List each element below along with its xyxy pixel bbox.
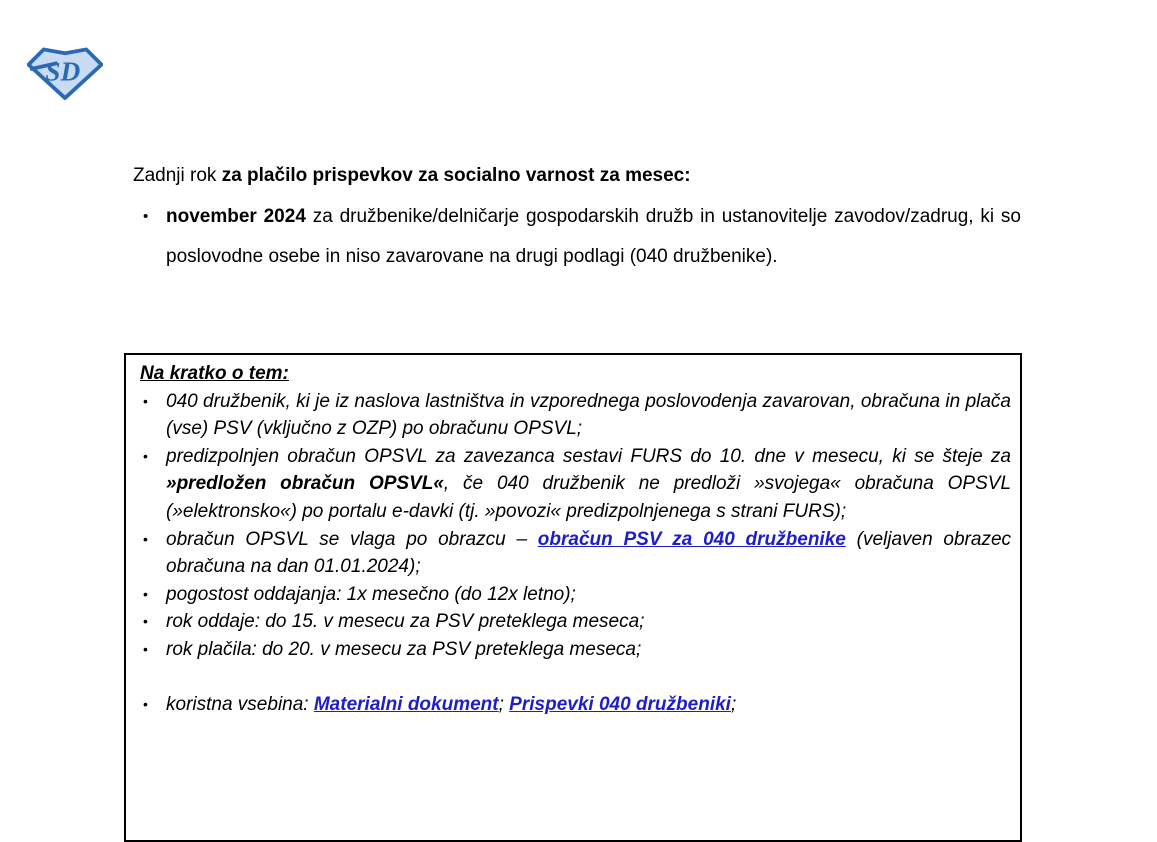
- summary-item-3-text: [166, 526, 1011, 581]
- deadline-bullet-text: [166, 197, 1021, 278]
- summary-item-4: [140, 581, 1011, 609]
- summary-item-6: [140, 636, 1011, 664]
- bullet-marker: •: [143, 207, 149, 225]
- summary-item-5-text: rok oddaje: do 15. v mesecu za PSV preteklega meseca;: [166, 611, 645, 633]
- summary-item-2-text: [166, 443, 1011, 526]
- item7-pre: koristna vsebina:: [166, 694, 314, 716]
- bullet-marker: •: [143, 392, 148, 409]
- summary-item-3: [140, 526, 1011, 581]
- summary-item-1-text: 040 družbenik, ki je iz naslova lastništva in vzporednega poslovodenja zavarovan, obračuna in plača (vse) PSV (vključno z OZP) po obračunu OPSVL;: [166, 390, 1011, 440]
- heading-bold-text: za plačilo prispevkov za socialno varnost za mesec:: [221, 165, 691, 186]
- item7-end: ;: [730, 694, 737, 716]
- deadline-description: za družbenike/delničarje gospodarskih družb in ustanovitelje zavodov/zadrug, ki so poslovodne osebe in niso zavarovane na drugi podlagi (040 družbenike).: [166, 205, 1021, 267]
- bullet-marker: •: [143, 696, 148, 713]
- sd-diamond-icon: [27, 46, 103, 100]
- summary-item-7-text: [166, 691, 1011, 719]
- summary-item-2: [140, 443, 1011, 526]
- item3-post: (veljaven obrazec obračuna na dan 01.01.2024);: [166, 528, 1012, 578]
- summary-item-6-text: rok plačila: do 20. v mesecu za PSV preteklega meseca;: [166, 638, 642, 660]
- summary-item-5: [140, 608, 1011, 636]
- deadline-heading: [133, 156, 1021, 197]
- blank-line: [140, 664, 1011, 692]
- bullet-marker: •: [143, 613, 148, 630]
- item3-pre: obračun OPSVL se vlaga po obrazcu –: [166, 528, 538, 550]
- company-logo: [27, 46, 103, 100]
- intro-section: [133, 156, 1021, 278]
- link-materialni-dokument[interactable]: Materialni dokument: [313, 694, 499, 716]
- deadline-bullet: [133, 197, 1021, 278]
- item7-separator: ;: [498, 694, 510, 716]
- bullet-marker: •: [143, 640, 148, 657]
- item2-bold: »predložen obračun OPSVL«: [166, 473, 444, 495]
- summary-item-1: [140, 388, 1011, 443]
- summary-item-4-text: pogostost oddajanja: 1x mesečno (do 12x letno);: [166, 583, 576, 605]
- link-prispevki-040-druzbeniki[interactable]: Prispevki 040 družbeniki: [509, 694, 731, 716]
- link-obracun-psv-040[interactable]: obračun PSV za 040 družbenike: [537, 528, 846, 550]
- summary-item-7: [140, 691, 1011, 719]
- item2-pre: predizpolnjen obračun OPSVL za zavezanca sestavi FURS do 10. dne v mesecu, ki se šteje za: [166, 445, 1011, 467]
- summary-box-title: Na kratko o tem:: [140, 363, 289, 384]
- summary-box: [124, 353, 1022, 842]
- heading-regular-text: Zadnji rok: [133, 165, 222, 186]
- logo-letters: SD: [45, 56, 81, 87]
- bullet-marker: •: [143, 530, 148, 547]
- item2-post: , če 040 družbenik ne predloži »svojega« obračuna OPSVL (»elektronsko«) po portalu e-davki (tj. »povozi« predizpolnjenega s strani FURS);: [166, 473, 1012, 522]
- bullet-marker: •: [143, 585, 148, 602]
- bullet-marker: •: [143, 447, 148, 464]
- deadline-month: november 2024: [166, 205, 306, 227]
